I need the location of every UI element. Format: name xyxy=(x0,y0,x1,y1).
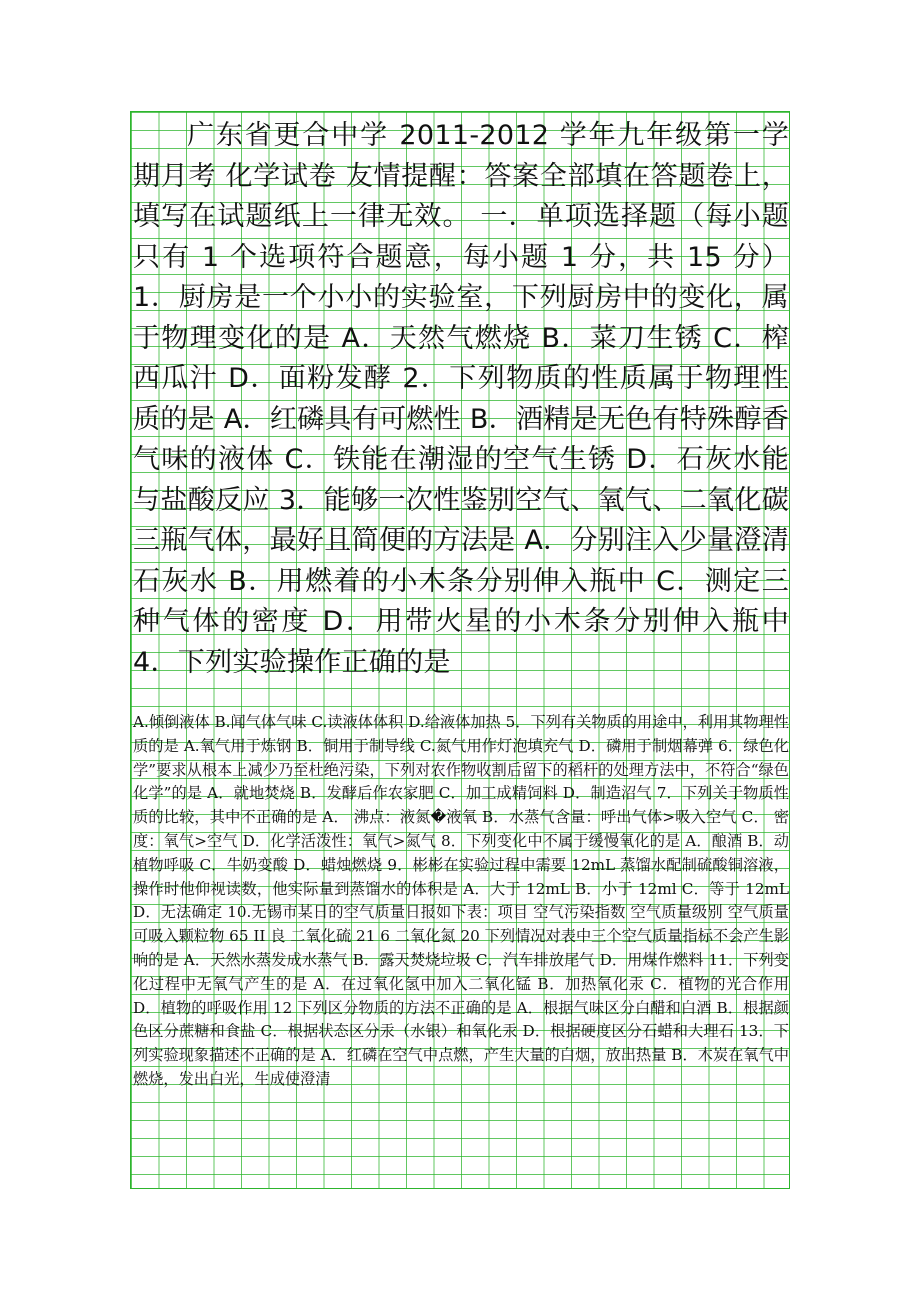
exam-body-block xyxy=(131,711,790,1189)
exam-heading-block xyxy=(131,116,790,683)
exam-questions-4-13: A.倾倒液体 B.闻气体气味 C.读液体体积 D.给液体加热 5．下列有关物质的用途中，利用其物理性质的是 A.氧气用于炼钢 B．铜用于制导线 C.氮气用作灯泡填充气 D．磷用于制烟幕弹 6．绿色化学”要求从根本上减少乃至杜绝污染，下列对农作物收割后留下的稻杆的处理方法中，不符合“绿色化学”的是 A．就地焚烧 B．发酵后作农家肥 C．加工成精饲料 D．制造沼气 7．下列关于物质性质的比较，其中不正确的是 A． 沸点：液氮�液氧 B．水蒸气含量：呼出气体>吸入空气 C． 密度：氧气>空气 D．化学活泼性：氧气>氮气 8．下列变化中不属于缓慢氧化的是 A．酿酒 B．动植物呼吸 C．牛奶变酸 D．蜡烛燃烧 9．彬彬在实验过程中需要 12mL 蒸馏水配制硫酸铜溶液，操作时他仰视读数，他实际量到蒸馏水的体积是 A．大于 12mL B．小于 12ml C．等于 12mL D．无法确定 10.无锡市某日的空气质量日报如下表：项目 空气污染指数 空气质量级别 空气质量 可吸入颗粒物 65 II 良 二氧化硫 21 6 二氧化氮 20 下列情况对表中三个空气质量指标不会产生影响的是 A．天然水蒸发成水蒸气 B．露天焚烧垃圾 C．汽车排放尾气 D．用煤作燃料 11．下列变化过程中无氧气产生的是 A．在过氧化氢中加入二氧化锰 B．加热氧化汞 C．植物的光合作用 D．植物的呼吸作用 12 下列区分物质的方法不正确的是 A．根据气味区分白醋和白酒 B．根据颜色区分蔗糖和食盐 C．根据状态区分汞（水银）和氧化汞 D．根据硬度区分石蜡和大理石 13．下列实验现象描述不正确的是 A．红磷在空气中点燃，产生大量的白烟，放出热量 B．木炭在氧气中燃烧，发出白光，生成使澄清 xyxy=(133,713,789,1088)
exam-title-and-questions-1-4: 广东省更合中学 2011-2012 学年九年级第一学期月考 化学试卷 友情提醒：答案全部填在答题卷上，填写在试题纸上一律无效。 一．单项选择题（每小题只有 1 个选项符合题意，每小题 1 分，共 15 分） 1．厨房是一个小小的实验室，下列厨房中的变化，属于物理变化的是 A．天然气燃烧 B．菜刀生锈 C．榨西瓜汁 D．面粉发酵 2．下列物质的性质属于物理性质的是 A．红磷具有可燃性 B．酒精是无色有特殊醇香气味的液体 C．铁能在潮湿的空气生锈 D．石灰水能与盐酸反应 3．能够一次性鉴别空气、氧气、二氧化碳三瓶气体，最好且简便的方法是 A．分别注入少量澄清石灰水 B．用燃着的小木条分别伸入瓶中 C．测定三种气体的密度 D．用带火星的小木条分别伸入瓶中 4．下列实验操作正确的是 xyxy=(133,120,789,678)
exam-page xyxy=(130,111,790,1189)
